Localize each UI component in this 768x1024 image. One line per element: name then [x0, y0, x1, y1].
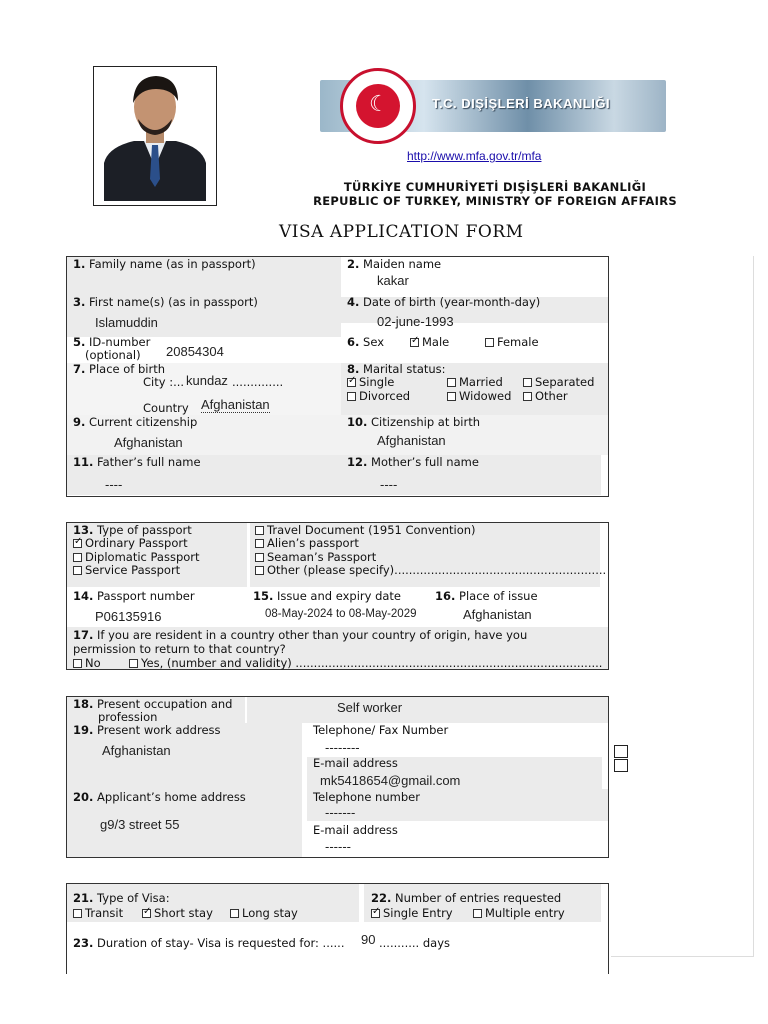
- marital-married-option[interactable]: Married: [447, 375, 503, 389]
- field-12-label: 12. Mother’s full name: [347, 455, 479, 469]
- field-7-label: 7. Place of birth: [73, 362, 166, 376]
- first-name-value[interactable]: Islamuddin: [95, 315, 158, 330]
- travel-document-checkbox[interactable]: [255, 526, 264, 535]
- city-value[interactable]: kundaz: [186, 373, 228, 388]
- home-email-label: E-mail address: [313, 823, 398, 837]
- work-email-value[interactable]: mk5418654@gmail.com: [320, 773, 461, 788]
- sex-female-option[interactable]: Female: [485, 335, 539, 349]
- field-8-label: 8. Marital status:: [347, 362, 446, 376]
- country-label: Country: [143, 401, 189, 415]
- issue-expiry-value[interactable]: 08-May-2024 to 08-May-2029: [265, 608, 417, 620]
- work-telephone-label: Telephone/ Fax Number: [313, 723, 449, 737]
- visa-transit-option[interactable]: Transit: [73, 906, 123, 920]
- ministry-seal-icon: ☾: [340, 68, 416, 144]
- multiple-entry-checkbox[interactable]: [473, 909, 482, 918]
- marital-divorced-option[interactable]: Divorced: [347, 389, 410, 403]
- stray-checkbox-1[interactable]: [614, 745, 628, 758]
- duration-value[interactable]: 90: [361, 932, 376, 947]
- ministry-name-tr: TÜRKİYE CUMHURİYETİ DIŞİŞLERİ BAKANLIĞI: [343, 180, 647, 194]
- stray-checkbox-2[interactable]: [614, 759, 628, 772]
- field-11-label: 11. Father’s full name: [73, 455, 201, 469]
- id-number-value[interactable]: 20854304: [166, 344, 224, 359]
- field-14-label: 14. Passport number: [73, 589, 195, 603]
- home-telephone-value[interactable]: -------: [325, 805, 356, 820]
- field-2-label: 2. Maiden name: [347, 257, 442, 271]
- field-6-label: 6. Sex: [347, 335, 385, 349]
- duration-suffix: ........... days: [379, 936, 451, 950]
- marital-separated-option[interactable]: Separated: [523, 375, 594, 389]
- home-telephone-label: Telephone number: [313, 790, 420, 804]
- ministry-banner: [320, 80, 666, 132]
- margin-panel: [611, 256, 754, 957]
- service-passport-checkbox[interactable]: [73, 566, 82, 575]
- short-stay-checkbox[interactable]: [142, 909, 151, 918]
- place-of-issue-value[interactable]: Afghanistan: [463, 607, 532, 622]
- ministry-website-link[interactable]: http://www.mfa.gov.tr/mfa: [407, 149, 542, 163]
- occupation-value[interactable]: Self worker: [337, 700, 403, 715]
- city-dots: ..............: [232, 375, 284, 389]
- marital-single-option[interactable]: ✓Single: [347, 375, 394, 389]
- single-entry-option[interactable]: ✓Single Entry: [371, 906, 453, 920]
- ministry-name-en: REPUBLIC OF TURKEY, MINISTRY OF FOREIGN AFFAIRS: [313, 194, 677, 208]
- banner-title: T.C. DIŞİŞLERİ BAKANLIĞI: [432, 96, 611, 111]
- married-checkbox[interactable]: [447, 378, 456, 387]
- visa-short-stay-option[interactable]: ✓ Short stay: [142, 906, 213, 920]
- single-entry-checkbox[interactable]: [371, 909, 380, 918]
- field-16-label: 16. Place of issue: [435, 589, 538, 603]
- field-18-label: 18. Present occupation and: [73, 697, 233, 711]
- travel-document-option[interactable]: Travel Document (1951 Convention): [255, 523, 476, 537]
- personal-details-section: [66, 256, 609, 497]
- field-20-label: 20. Applicant’s home address: [73, 790, 246, 804]
- field-17-question-line2: permission to return to that country?: [73, 642, 286, 656]
- seaman-passport-option[interactable]: Seaman’s Passport: [255, 550, 376, 564]
- field-21-label: 21. Type of Visa:: [73, 891, 170, 905]
- field-10-label: 10. Citizenship at birth: [347, 415, 481, 429]
- residence-yes-checkbox[interactable]: [129, 659, 138, 668]
- form-title: VISA APPLICATION FORM: [279, 222, 524, 242]
- maiden-name-value[interactable]: kakar: [377, 273, 409, 288]
- work-email-label: E-mail address: [313, 756, 398, 770]
- field-17-question: 17. If you are resident in a country other than your country of origin, have you: [73, 628, 528, 642]
- female-checkbox[interactable]: [485, 338, 494, 347]
- visa-type-section: [66, 883, 609, 974]
- marital-other-option[interactable]: Other: [523, 389, 568, 403]
- current-citizenship-value[interactable]: Afghanistan: [114, 435, 183, 450]
- diplomatic-passport-checkbox[interactable]: [73, 553, 82, 562]
- widowed-checkbox[interactable]: [447, 392, 456, 401]
- alien-passport-checkbox[interactable]: [255, 539, 264, 548]
- residence-no-checkbox[interactable]: [73, 659, 82, 668]
- other-passport-option[interactable]: Other (please specify)..........................................................: [255, 563, 606, 577]
- country-of-birth-value[interactable]: Afghanistan: [201, 397, 270, 412]
- separated-checkbox[interactable]: [523, 378, 532, 387]
- alien-passport-option[interactable]: Alien’s passport: [255, 536, 359, 550]
- father-name-value[interactable]: ----: [105, 477, 123, 492]
- birth-citizenship-value[interactable]: Afghanistan: [377, 433, 446, 448]
- mother-name-value[interactable]: ----: [380, 477, 398, 492]
- diplomatic-passport-option[interactable]: Diplomatic Passport: [73, 550, 200, 564]
- passport-number-value[interactable]: P06135916: [95, 609, 162, 624]
- long-stay-checkbox[interactable]: [230, 909, 239, 918]
- divorced-checkbox[interactable]: [347, 392, 356, 401]
- field-15-label: 15. Issue and expiry date: [253, 589, 402, 603]
- visa-long-stay-option[interactable]: Long stay: [230, 906, 298, 920]
- work-telephone-value[interactable]: --------: [325, 740, 360, 755]
- home-address-value[interactable]: g9/3 street 55: [100, 817, 180, 832]
- field-18-label-line2: profession: [98, 710, 158, 724]
- residence-no-option[interactable]: No: [73, 656, 101, 670]
- ordinary-passport-checkbox[interactable]: [73, 539, 82, 548]
- work-address-value[interactable]: Afghanistan: [102, 743, 171, 758]
- city-label: City :...: [143, 375, 185, 389]
- service-passport-option[interactable]: Service Passport: [73, 563, 180, 577]
- applicant-photo: [93, 66, 217, 206]
- sex-male-option[interactable]: ✓ Male: [410, 335, 449, 349]
- field-19-label: 19. Present work address: [73, 723, 221, 737]
- field-13-label: 13. Type of passport: [73, 523, 192, 537]
- field-3-label: 3. First name(s) (as in passport): [73, 295, 258, 309]
- residence-yes-option[interactable]: Yes, (number and validity) ....................................................................................: [129, 656, 602, 670]
- field-5-label: 5. ID-number: [73, 335, 151, 349]
- seaman-passport-checkbox[interactable]: [255, 553, 264, 562]
- multiple-entry-option[interactable]: Multiple entry: [473, 906, 565, 920]
- field-1-label: 1. Family name (as in passport): [73, 257, 256, 271]
- male-checkbox[interactable]: [410, 338, 419, 347]
- field-23-label: 23. Duration of stay- Visa is requested for: ......: [73, 936, 345, 950]
- field-5-optional: (optional): [85, 348, 141, 362]
- other-passport-checkbox[interactable]: [255, 566, 264, 575]
- person-photo-icon: [94, 67, 216, 205]
- ordinary-passport-option[interactable]: ✓Ordinary Passport: [73, 536, 188, 550]
- transit-checkbox[interactable]: [73, 909, 82, 918]
- passport-section: [66, 522, 609, 670]
- field-9-label: 9. Current citizenship: [73, 415, 198, 429]
- date-of-birth-value[interactable]: 02-june-1993: [377, 314, 454, 329]
- field-22-label: 22. Number of entries requested: [371, 891, 562, 905]
- home-email-value[interactable]: ------: [325, 839, 351, 854]
- occupation-address-section: [66, 696, 609, 858]
- field-4-label: 4. Date of birth (year-month-day): [347, 295, 541, 309]
- other-marital-checkbox[interactable]: [523, 392, 532, 401]
- marital-widowed-option[interactable]: Widowed: [447, 389, 511, 403]
- single-checkbox[interactable]: [347, 378, 356, 387]
